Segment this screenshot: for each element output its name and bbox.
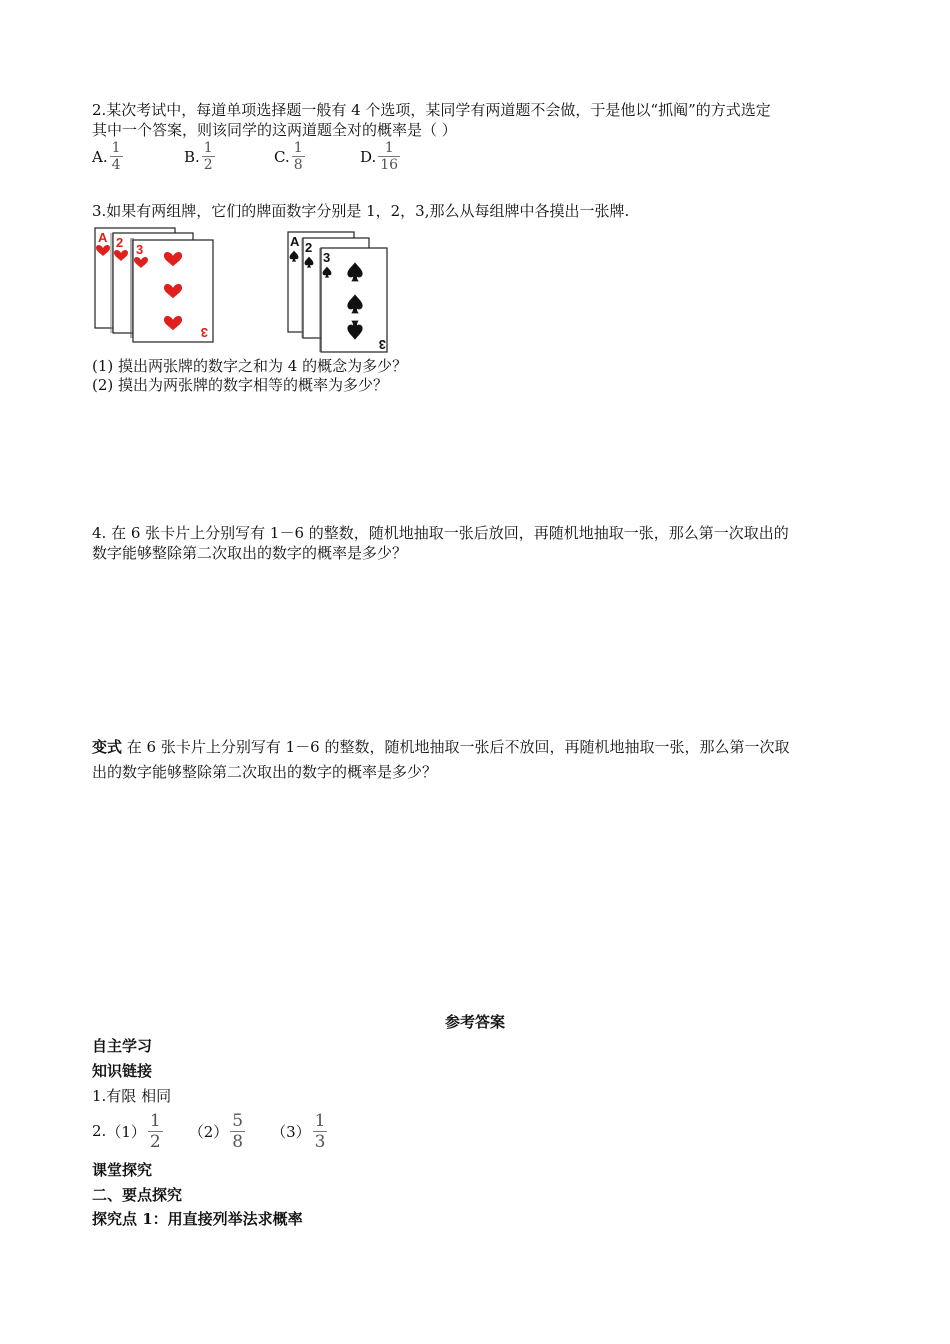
answers-a2-item2-fraction: $\frac{5}{8}$ [232, 1110, 244, 1152]
option-a-label: A. [92, 147, 108, 166]
variant-text1: 在 6 张卡片上分别写有 1－6 的整数，随机地抽取一张后不放回，再随机地抽取一张，那么第一次取 [122, 738, 790, 756]
option-a-fraction: $\frac{1}{4}$ [111, 140, 121, 173]
answers-a2 [92, 1108, 327, 1154]
option-d-label: D. [360, 147, 377, 166]
q2-options [92, 140, 492, 184]
heart-card-a-rank: A [98, 230, 108, 245]
spade-card-3-rank: 3 [323, 250, 331, 265]
q2-line1: 2.某次考试中，每道单项选择题一般有 4 个选项，某同学有两道题不会做，于是他以“抓阄”的方式选定 [92, 101, 771, 119]
hearts-cards-image [92, 226, 216, 344]
answers-h5: 探究点 1：用直接列举法求概率 [92, 1210, 303, 1228]
q3-sub2: (2) 摸出为两张牌的数字相等的概率为多少？ [92, 376, 389, 394]
answers-a1: 1.有限 相同 [92, 1087, 172, 1105]
answers-a2-item3-label: （3） [271, 1122, 311, 1141]
answers-h2: 知识链接 [92, 1062, 153, 1080]
q3-sub1: (1) 摸出两张牌的数字之和为 4 的概念为多少？ [92, 357, 408, 375]
option-c-fraction: $\frac{1}{8}$ [293, 140, 303, 173]
variant-label: 变式 [92, 738, 123, 756]
option-a [92, 140, 123, 173]
heart-card-2-rank: 2 [116, 235, 124, 250]
spade-card-3-rank-inverted: 3 [378, 337, 386, 352]
q4-line2: 数字能够整除第二次取出的数字的概率是多少？ [92, 544, 408, 562]
answers-title: 参考答案 [444, 1013, 505, 1031]
option-c [274, 140, 305, 173]
q4-line1: 4. 在 6 张卡片上分别写有 1－6 的整数，随机地抽取一张后放回，再随机地抽取一张，那么第一次取出的 [92, 524, 789, 542]
answers-a2-item1-label: （1） [106, 1122, 146, 1141]
option-b-label: B. [184, 147, 200, 166]
spade-card-a-rank: A [290, 234, 300, 249]
answers-h3: 课堂探究 [92, 1161, 153, 1179]
answers-a2-item2-label: （2） [188, 1122, 229, 1141]
q3-line1: 3.如果有两组牌，它们的牌面数字分别是 1，2，3,那么从每组牌中各摸出一张牌. [92, 202, 630, 220]
heart-card-3-rank-inverted: 3 [200, 325, 208, 340]
variant-line2: 出的数字能够整除第二次取出的数字的概率是多少？ [92, 763, 438, 781]
option-b-fraction: $\frac{1}{2}$ [203, 140, 213, 173]
answers-h4: 二、要点探究 [92, 1186, 183, 1204]
answers-h1: 自主学习 [92, 1037, 153, 1055]
answers-a2-item1-fraction: $\frac{1}{2}$ [149, 1110, 161, 1152]
option-d-fraction: $\frac{1}{16}$ [380, 140, 399, 173]
spade-card-2-rank: 2 [305, 240, 313, 255]
spades-cards-image [285, 230, 395, 354]
option-c-label: C. [274, 147, 290, 166]
answers-a2-prefix: 2. [92, 1122, 107, 1140]
heart-card-3-rank: 3 [136, 242, 144, 257]
variant-line1 [92, 737, 790, 757]
option-b [184, 140, 215, 173]
answers-a2-item3-fraction: $\frac{1}{3}$ [314, 1110, 326, 1152]
option-d [360, 140, 400, 173]
q2-line2: 其中一个答案，则该同学的这两道题全对的概率是（ ） [92, 121, 457, 139]
